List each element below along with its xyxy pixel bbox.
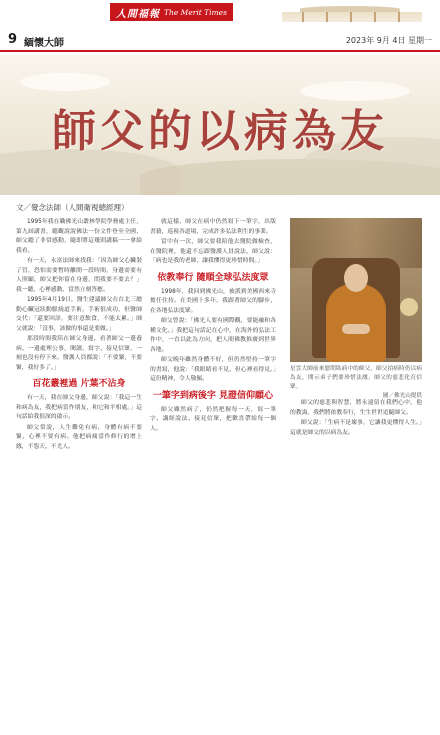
caption-text: 星雲大師前來慰問臥病中的師父，師父拍病時仍以病為友，開示弟子們要珍惜法緣，師父的慈悲化育信眾。 — [290, 366, 422, 390]
article-byline: 文／覺念法師（人間衛視總經理） — [16, 203, 129, 212]
paragraph: 師父曾說：「佛光人要有國際觀，要能融和各種文化。」我把這句話記在心中，在海外的弘法工作中，一直以此為方向，把人間佛教推廣到世界各地。 — [150, 318, 276, 353]
paragraph: 有一天，永富法師來找我：「因為師父心臟裝了管，恐怕需要暫時離開一段時間，身邊需要有人照顧，師父把你留在身邊，問我要不要去？」我一聽，心裡感動，當然立刻答應。 — [16, 258, 142, 293]
paragraph: 就這樣，師父在病中仍然寫下一筆字，出版書籍，巡視各道場，完成許多弘法利生的事業。 — [150, 219, 276, 235]
paragraph: 師父的慈悲與智慧，將永遠留在我們心中，他的教誨，我們將依教奉行，生生世世追隨師父。 — [290, 400, 422, 416]
newspaper-logo — [110, 3, 233, 21]
masthead — [0, 0, 440, 26]
paragraph: 有一天，我在師父身邊，師父說：「我這一生和病為友，我把病當作朋友，和它和平相處。」這句話給我很深的啟示。 — [16, 395, 142, 420]
page-number: 9 — [8, 32, 18, 47]
logo-chinese: 人間福報 — [116, 8, 160, 20]
article-column-1 — [16, 218, 142, 453]
page-footer — [0, 728, 440, 735]
article-column-3 — [290, 399, 422, 439]
photo-caption — [290, 365, 422, 401]
paragraph: 1998年，我回到佛光山，被派到美國西來寺擔任住持。在美國十多年，我跟著師父的腳步，在各地弘法度眾。 — [150, 288, 276, 314]
paragraph: 師父說：「生病不是壞事，它讓我更懂得人生。」這就是師父的以病為友。 — [290, 420, 422, 436]
paragraph: 師父晚年雖然身體不好，但仍然堅持一筆字的書寫，他說：「我眼睛看不見，但心裡看得見。」這份精神，令人敬佩。 — [150, 357, 276, 382]
section-subheading: 一筆字到病後字 見證信仰願心 — [152, 390, 274, 401]
article-title: 師父的以病為友 — [52, 106, 388, 157]
section-title: 緬懷大師 — [24, 38, 64, 49]
title-banner — [0, 55, 440, 195]
paragraph: 師父常說，人生難免有病，身體有病不要緊，心裡不要有病。他把病痛當作修行的增上緣，不怨天、不尤人。 — [16, 424, 142, 450]
temple-illustration — [282, 4, 422, 24]
paragraph: 當中有一次，師父要我陪他去醫院做檢查，在醫院裡，他還不忘跟醫護人員說法，師父說：「病也是我的老師，讓我懂得更珍惜時間。」 — [150, 239, 276, 264]
logo-english: The Merit Times — [164, 7, 227, 17]
paragraph: 1995年4月19日，醫生建議師父在台北三總動心臟冠狀動脈繞道手術。手術很成功，但醫師交代：「還要回診，要注意飲食，不能太累。」師父就說：「沒事，該做的事還是要做。」 — [16, 297, 142, 332]
paragraph: 那段時間我陪在師父身邊，看著師父一邊養病、一邊處理公事，閱讀、寫字、接見信眾，一刻也沒有停下來。醫護人員都說：「不要緊，不要緊，我好多了。」 — [16, 336, 142, 371]
paragraph: 1995年我在職佛光山叢林學院學務處主任，第九屆講書，聽觀說說佛法一份文件登至全國，師父聽了非常感動，隨即將這幾則講稿一一拿給我看。 — [16, 219, 142, 254]
article-column-2 — [150, 218, 276, 435]
section-subheading: 百花叢裡過 片葉不沾身 — [32, 379, 126, 389]
section-subheading: 依教奉行 隨順全球弘法度眾 — [157, 272, 269, 283]
paragraph: 師父雖然病了，仍然把握每一天，寫一筆字、講經說法、接見信眾，把歡喜帶給每一個人。 — [150, 406, 276, 432]
page-header — [0, 30, 440, 52]
article-photo — [290, 218, 422, 362]
publication-date: 2023年 9月 4日 星期一 — [345, 36, 432, 45]
photo-credit: 圖／佛光山提供 — [382, 393, 422, 399]
